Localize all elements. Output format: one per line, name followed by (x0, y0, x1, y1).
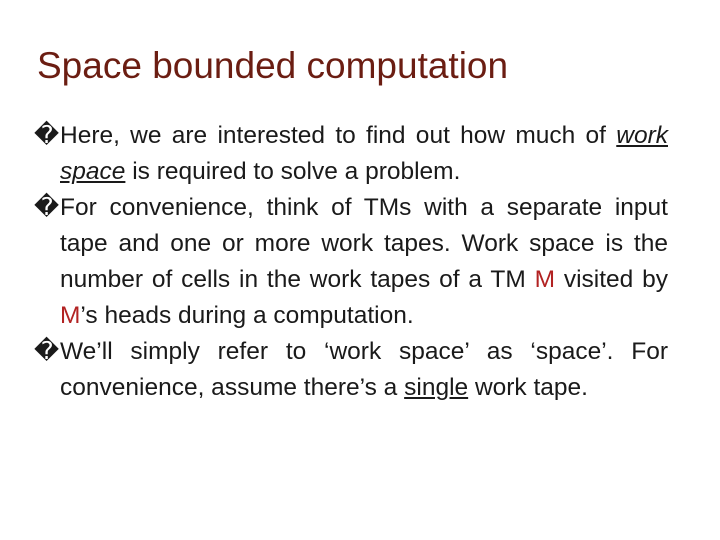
bullet-marker-icon: � (34, 194, 60, 221)
bullet-point-work-space (34, 118, 668, 190)
bullet-point-tm-definition (34, 190, 668, 334)
bullet-marker-icon: � (34, 122, 60, 149)
bullet-text: work tape. (468, 374, 588, 401)
bullet-text: is required to solve a problem. (125, 158, 461, 185)
bullet-text: We’ll simply refer to ‘work space’ as ‘space’. For convenience, assume there’s a (60, 338, 668, 401)
machine-symbol: M (60, 302, 81, 329)
bullet-list (34, 118, 668, 406)
bullet-marker-icon: � (34, 338, 60, 365)
bullet-point-single-tape (34, 334, 668, 406)
bullet-text: For convenience, think of TMs with a separate input tape and one or more work tapes. Work space is the number of cells in the work tapes of a TM (60, 194, 668, 293)
bullet-text: Here, we are interested to find out how much of (60, 122, 617, 149)
machine-symbol: M (534, 266, 556, 293)
slide-title: Space bounded computation (37, 45, 509, 86)
bullet-text: ’s heads during a computation. (80, 302, 414, 329)
emphasized-term: work space (60, 122, 668, 185)
bullet-text: visited by (555, 266, 668, 293)
emphasized-term: single (404, 374, 469, 401)
